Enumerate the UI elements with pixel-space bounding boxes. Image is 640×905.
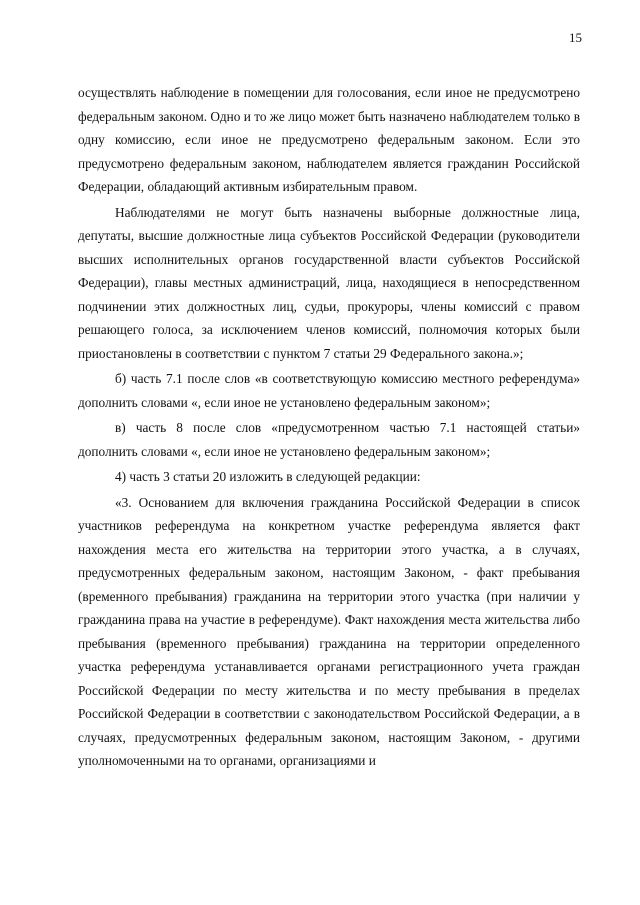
page-number: 15 (569, 30, 582, 45)
paragraph-observer-rights: осуществлять наблюдение в помещении для голосования, если иное не предусмотрено федеральным законом. Одно и то же лицо может быть назначено наблюдателем только в одну комиссию, если иное не предусмотрено федеральным законом. Если это предусмотрено федеральным законом, наблюдателем является гражданин Российской Федерации, обладающий активным избирательным правом. (78, 85, 580, 194)
document-body (78, 81, 580, 773)
paragraph-amendment-b: б) часть 7.1 после слов «в соответствующую комиссию местного референдума» дополнить словами «, если иное не установлено федеральным законом»; (78, 371, 580, 410)
paragraph-observer-restrictions: Наблюдателями не могут быть назначены выборные должностные лица, депутаты, высшие должностные лица субъектов Российской Федерации (руководители высших исполнительных органов государственной власти субъектов Российской Федерации), главы местных администраций, лица, находящиеся в непосредственном подчинении этих должностных лиц, судьи, прокуроры, члены комиссий с правом решающего голоса, за исключением членов комиссий, полномочия которых были приостановлены в соответствии с пунктом 7 статьи 29 Федерального закона.»; (78, 204, 580, 361)
paragraph-amendment-4: 4) часть 3 статьи 20 изложить в следующей редакции: (115, 469, 421, 484)
paragraph-amendment-v: в) часть 8 после слов «предусмотренном частью 7.1 настоящей статьи» дополнить словами «, если иное не установлено федеральным законом»; (78, 420, 580, 459)
paragraph-new-part-3: «3. Основанием для включения гражданина Российской Федерации в список участников референдума на конкретном участке референдума является факт нахождения места его жительства на территории этого участка, а в случаях, предусмотренных федеральным законом, настоящим Законом, - факт пребывания (временного пребывания) гражданина на территории этого участка (при наличии у гражданина права на участие в референдуме). Факт нахождения места жительства либо пребывания (временного пребывания) гражданина на территории определенного участка референдума устанавливается органами регистрационного учета граждан Российской Федерации по месту жительства и по месту пребывания в пределах Российской Федерации в соответствии с законодательством Российской Федерации, а в случаях, предусмотренных федеральным законом, настоящим Законом, - другими уполномоченными на то органами, организациями и (78, 494, 580, 768)
